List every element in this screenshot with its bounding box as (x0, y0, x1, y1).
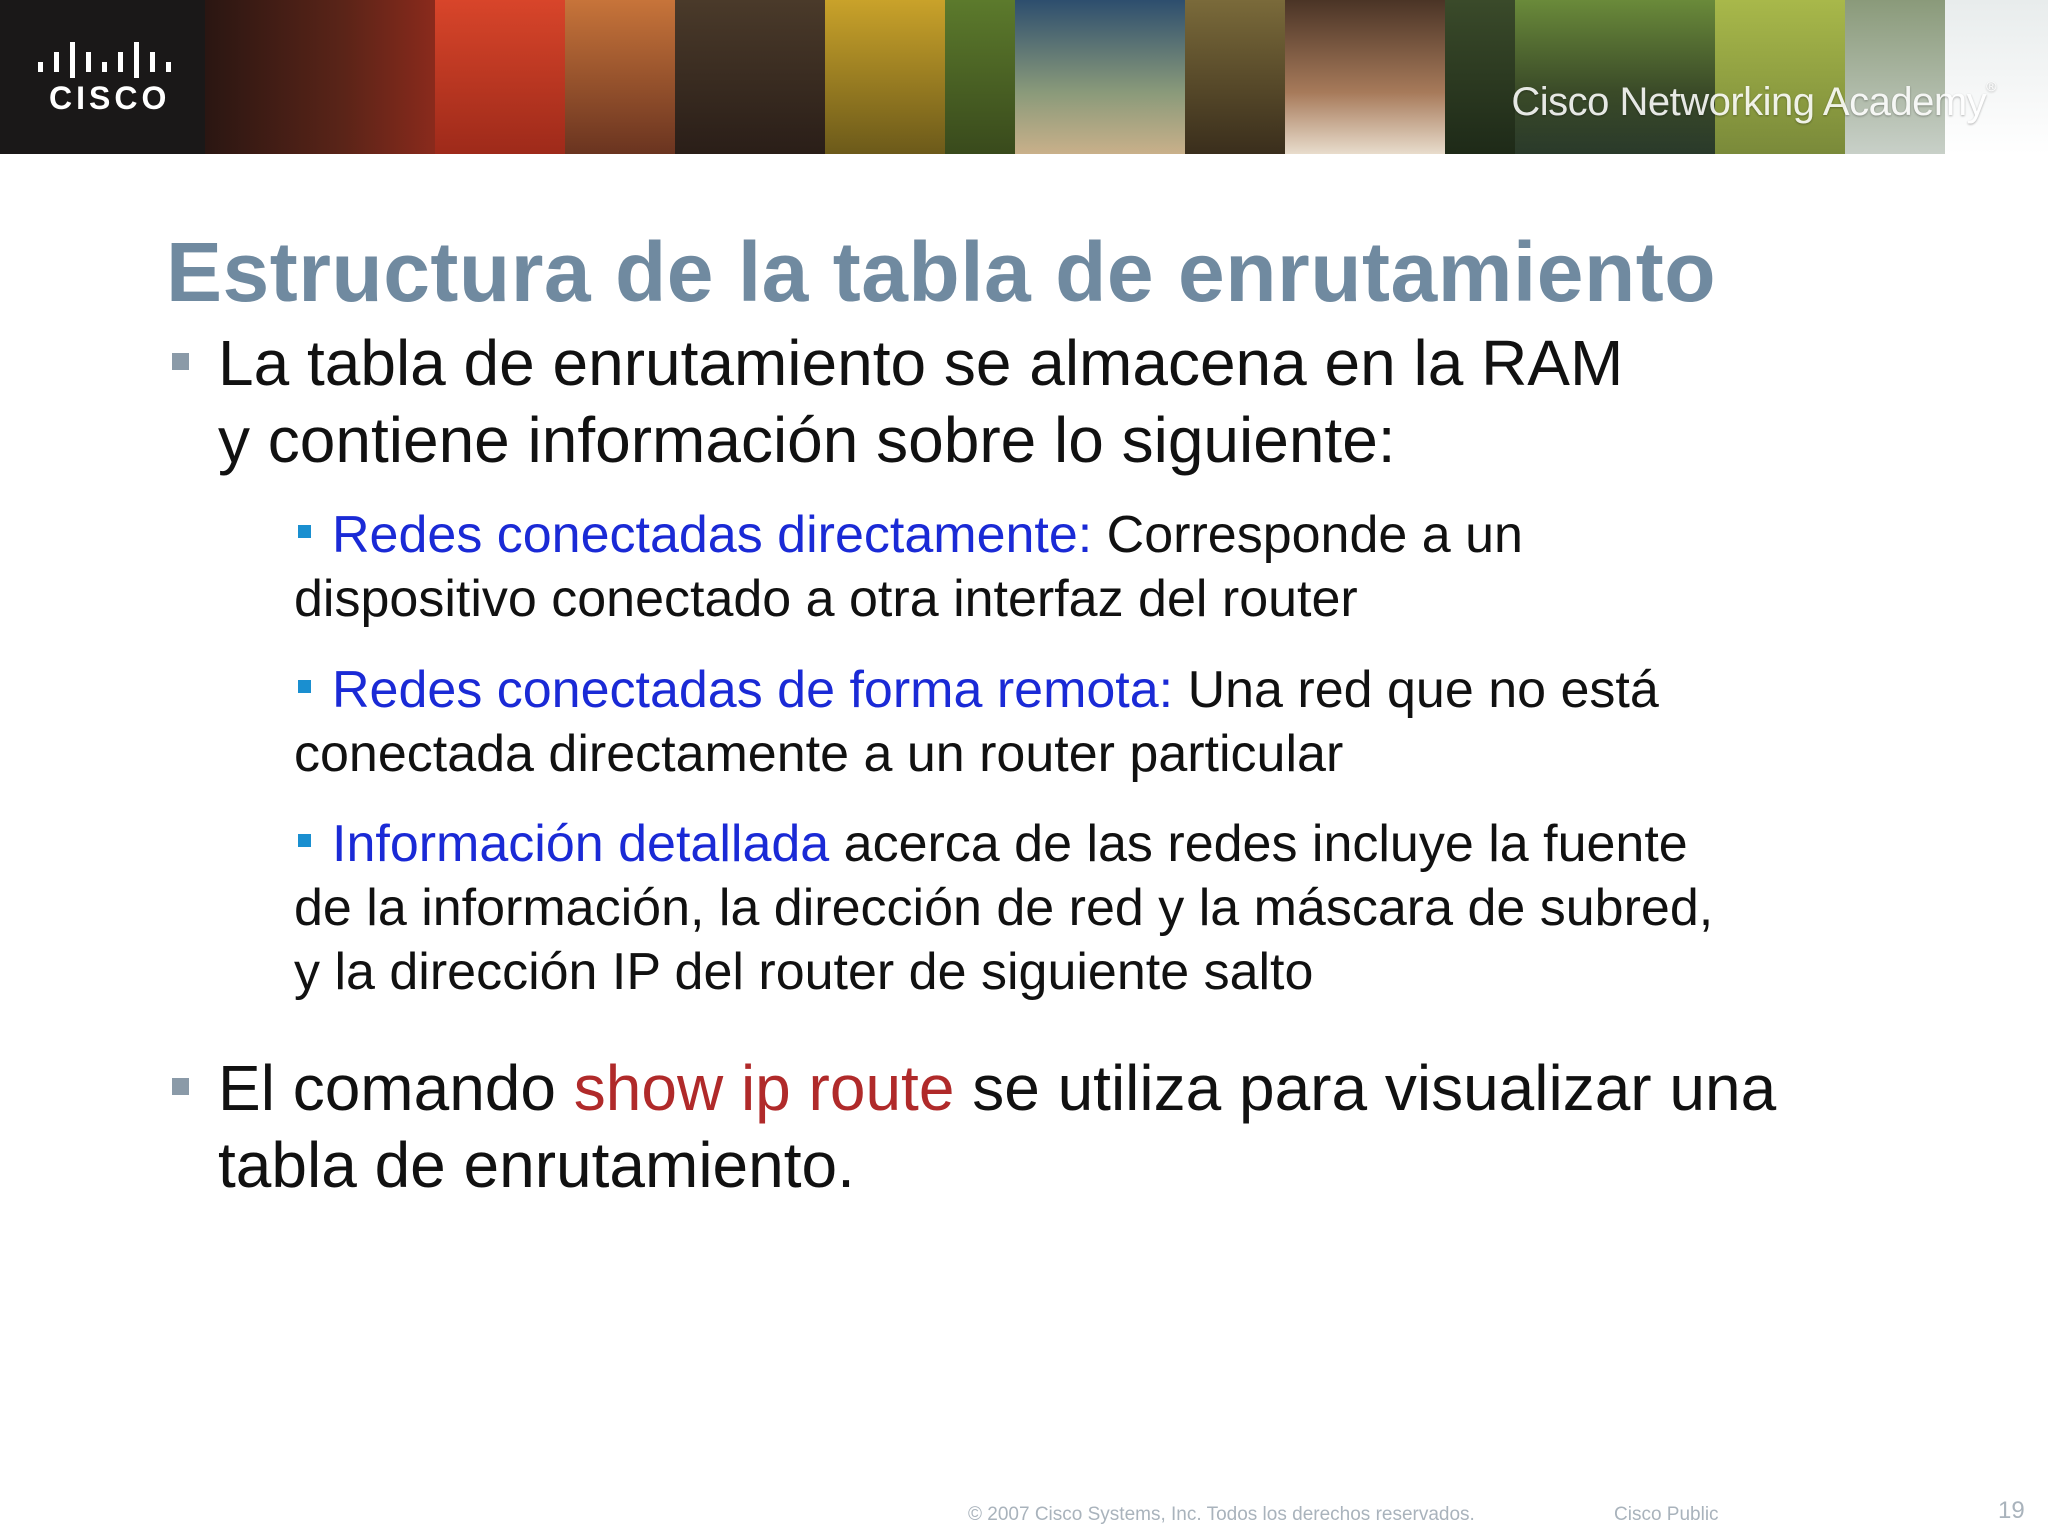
sub-bullet-remote-networks (294, 658, 1894, 786)
bullet-line-1: La tabla de enrutamiento se almacena en la RAM (218, 327, 1624, 399)
sub-bullet-line-3: y la dirección IP del router de siguiente salto (294, 943, 1314, 1001)
cisco-logo (0, 0, 205, 154)
square-bullet-icon (172, 1078, 189, 1095)
cisco-wordmark: CISCO (49, 80, 171, 116)
command-show-ip-route: show ip route (573, 1052, 955, 1124)
bullet-show-ip-route (218, 1050, 1918, 1204)
sub-bullet-text: Corresponde a un (1092, 506, 1523, 564)
square-bullet-icon (172, 353, 189, 370)
header-banner (0, 0, 2048, 154)
sub-bullet-detailed-info (294, 812, 1894, 1004)
square-bullet-icon (298, 680, 311, 693)
cisco-bridge-icon (38, 42, 184, 78)
footer-classification: Cisco Public (1614, 1504, 1719, 1525)
academy-label-text: Cisco Networking Academy (1511, 80, 1987, 124)
banner-photo-collage (205, 0, 2048, 154)
bullet-routing-table-ram (218, 325, 1918, 479)
square-bullet-icon (298, 834, 311, 847)
bullet-text-rest: se utiliza para visualizar una (954, 1052, 1777, 1124)
registered-mark: ® (1986, 78, 1996, 94)
footer-copyright: © 2007 Cisco Systems, Inc. Todos los derechos reservados. (968, 1504, 1475, 1525)
square-bullet-icon (298, 525, 311, 538)
sub-bullet-line-2: dispositivo conectado a otra interfaz del router (294, 570, 1358, 628)
sub-bullet-line-2: conectada directamente a un router particular (294, 725, 1344, 783)
slide-title: Estructura de la tabla de enrutamiento (166, 225, 1717, 319)
sub-bullet-direct-networks (294, 503, 1894, 631)
academy-label (1511, 78, 1996, 125)
bullet-line-2: tabla de enrutamiento. (218, 1129, 855, 1201)
sub-bullet-text: Una red que no está (1173, 661, 1659, 719)
sub-bullet-highlight: Información detallada (332, 815, 830, 873)
page-number: 19 (1998, 1497, 2025, 1524)
sub-bullet-highlight: Redes conectadas directamente: (332, 506, 1093, 564)
sub-bullet-text: acerca de las redes incluye la fuente (829, 815, 1688, 873)
sub-bullet-line-2: de la información, la dirección de red y la máscara de subred, (294, 879, 1714, 937)
bullet-text: El comando (218, 1052, 574, 1124)
sub-bullet-highlight: Redes conectadas de forma remota: (332, 661, 1174, 719)
bullet-line-2: y contiene información sobre lo siguiente: (218, 404, 1396, 476)
